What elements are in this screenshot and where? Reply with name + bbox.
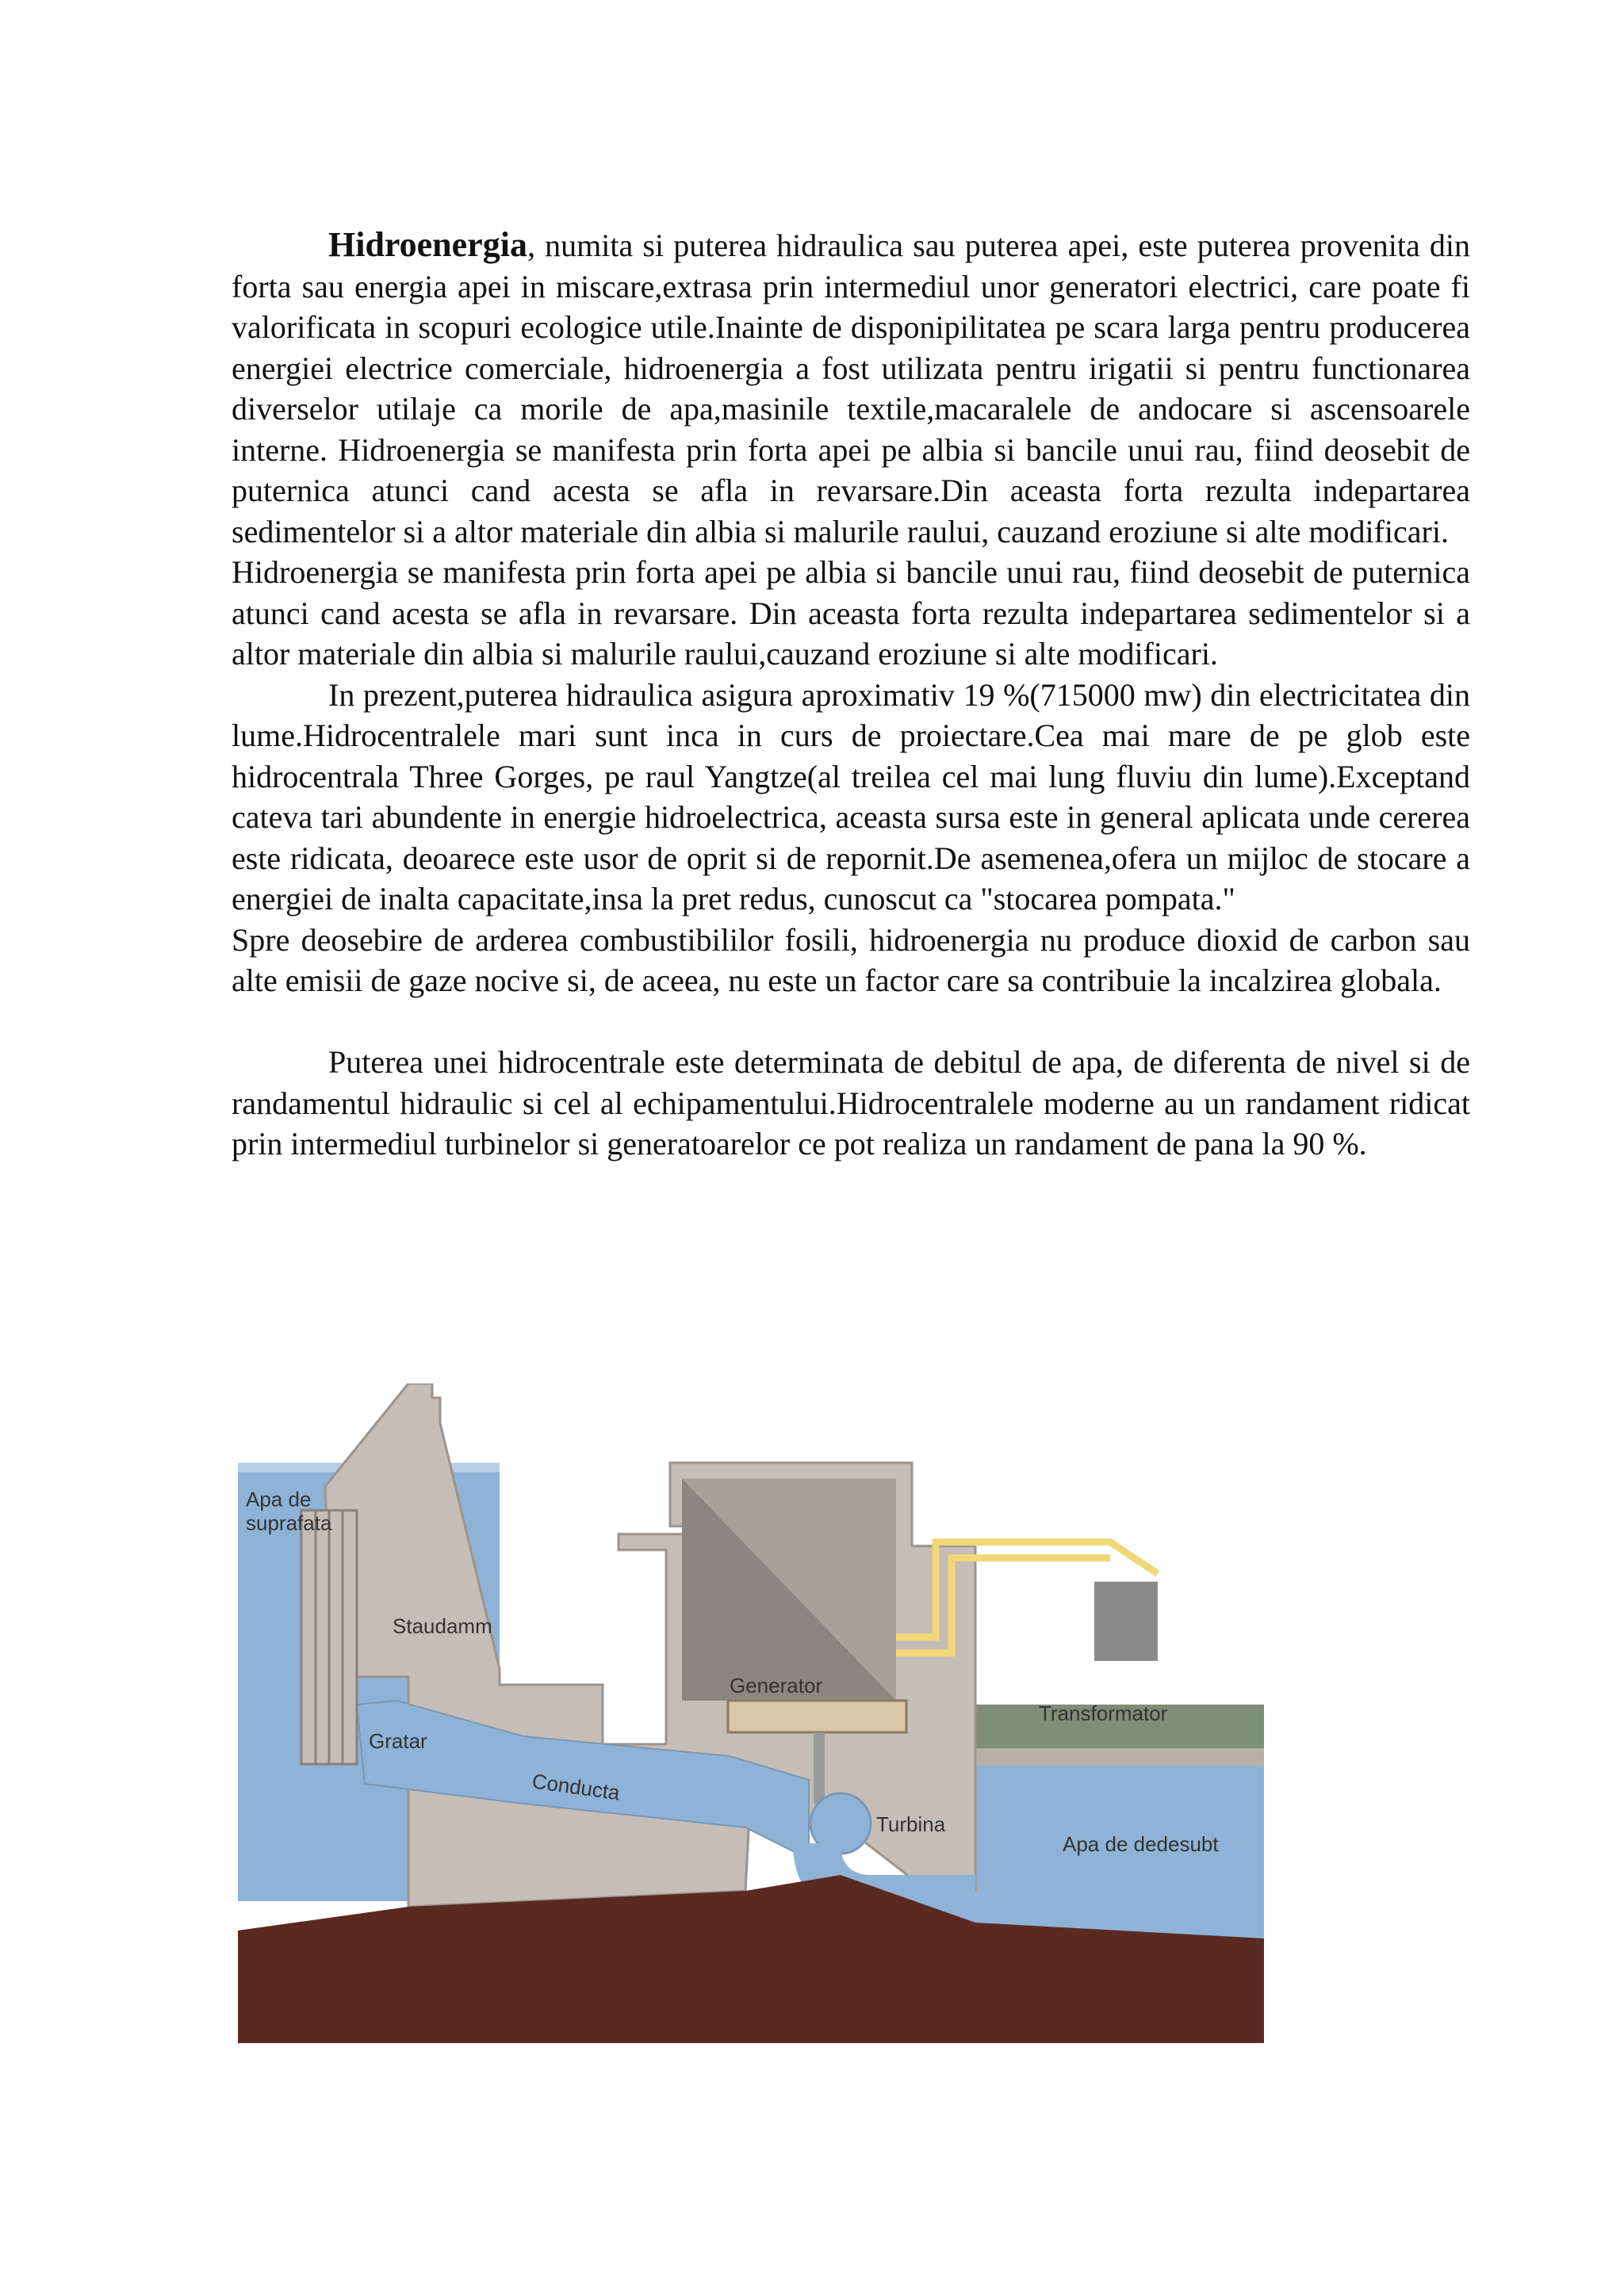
label-grate: Gratar: [369, 1729, 427, 1753]
label-downstream-water: Apa de dedesubt: [1063, 1832, 1219, 1856]
paragraph-intro: [232, 224, 1470, 552]
hydro-plant-diagram: [238, 1383, 1264, 2043]
label-generator: Generator: [730, 1674, 823, 1697]
label-turbine: Turbina: [876, 1812, 946, 1836]
gravel-bank: [975, 1748, 1264, 1766]
label-dam: Staudamm: [393, 1614, 492, 1638]
label-conduit: Conducta: [530, 1769, 622, 1805]
article-body: [232, 224, 1470, 1165]
grate: [301, 1510, 357, 1764]
paragraph-intro-text: , numita si puterea hidraulica sau puterea apei, este puterea provenita din forta sau energia apei in miscare,extrasa prin intermediul unor generatori electrici, care poate fi valorificata in scopuri ecologice utile.Inainte de disponipilitatea pe scara larga pentru producerea energiei electrice comerciale, hidroenergia a fost utilizata pentru irigatii si pentru functionarea diverselor utilaje ca morile de apa,masinile textile,macaralele de andocare si ascensoarele interne. Hidroenergia se manifesta prin forta apei pe albia si bancile unui rau, fiind deosebit de puternica atunci cand acesta se afla in revarsare.Din aceasta forta rezulta indepartarea sedimentelor si a altor materiale din albia si malurile raului, cauzand eroziune si alte modificari.: [232, 228, 1470, 549]
transformer-icon: [1094, 1582, 1158, 1661]
paragraph-erosion: Hidroenergia se manifesta prin forta apei pe albia si bancile unui rau, fiind deosebit de puternica atunci cand acesta se afla in revarsare. Din aceasta forta rezulta indepartarea sedimentelor si a altor materiale din albia si malurile raului,cauzand eroziune si alte modificari.: [232, 554, 1470, 672]
paragraph-present: In prezent,puterea hidraulica asigura aproximativ 19 %(715000 mw) din electricitatea din lume.Hidrocentralele mari sunt inca in curs de proiectare.Cea mai mare de pe glob este hidrocentrala Three Gorges, pe raul Yangtze(al treilea cel mai lung fluviu din lume).Exceptand cateva tari abundente in energie hidroelectrica, aceasta sursa este in general aplicata unde cererea este ridicata, deoarece este usor de oprit si de repornit.De asemenea,ofera un mijloc de stocare a energiei de inalta capacitate,insa la pret redus, cunoscut ca "stocarea pompata.": [232, 676, 1470, 916]
paragraph-efficiency: Puterea unei hidrocentrale este determinata de debitul de apa, de diferenta de nivel si de randamentul hidraulic si cel al echipamentului.Hidrocentralele moderne au un randament ridicat prin intermediul turbinelor si generatoarelor ce pot realiza un randament de pana la 90 %.: [232, 1044, 1470, 1161]
label-transformer: Transformator: [1039, 1701, 1168, 1725]
label-surface-water-2: suprafata: [246, 1511, 332, 1535]
title-word: Hidroenergia: [328, 225, 527, 264]
diagram-svg: [238, 1383, 1264, 2043]
generator-unit: [728, 1701, 906, 1732]
turbine-shaft: [814, 1732, 825, 1804]
label-surface-water-1: Apa de: [246, 1487, 312, 1511]
paragraph-emissions: Spre deosebire de arderea combustibililor fosili, hidroenergia nu produce dioxid de carbon sau alte emisii de gaze nocive si, de aceea, nu este un factor care sa contribuie la incalzirea globala.: [232, 921, 1470, 998]
